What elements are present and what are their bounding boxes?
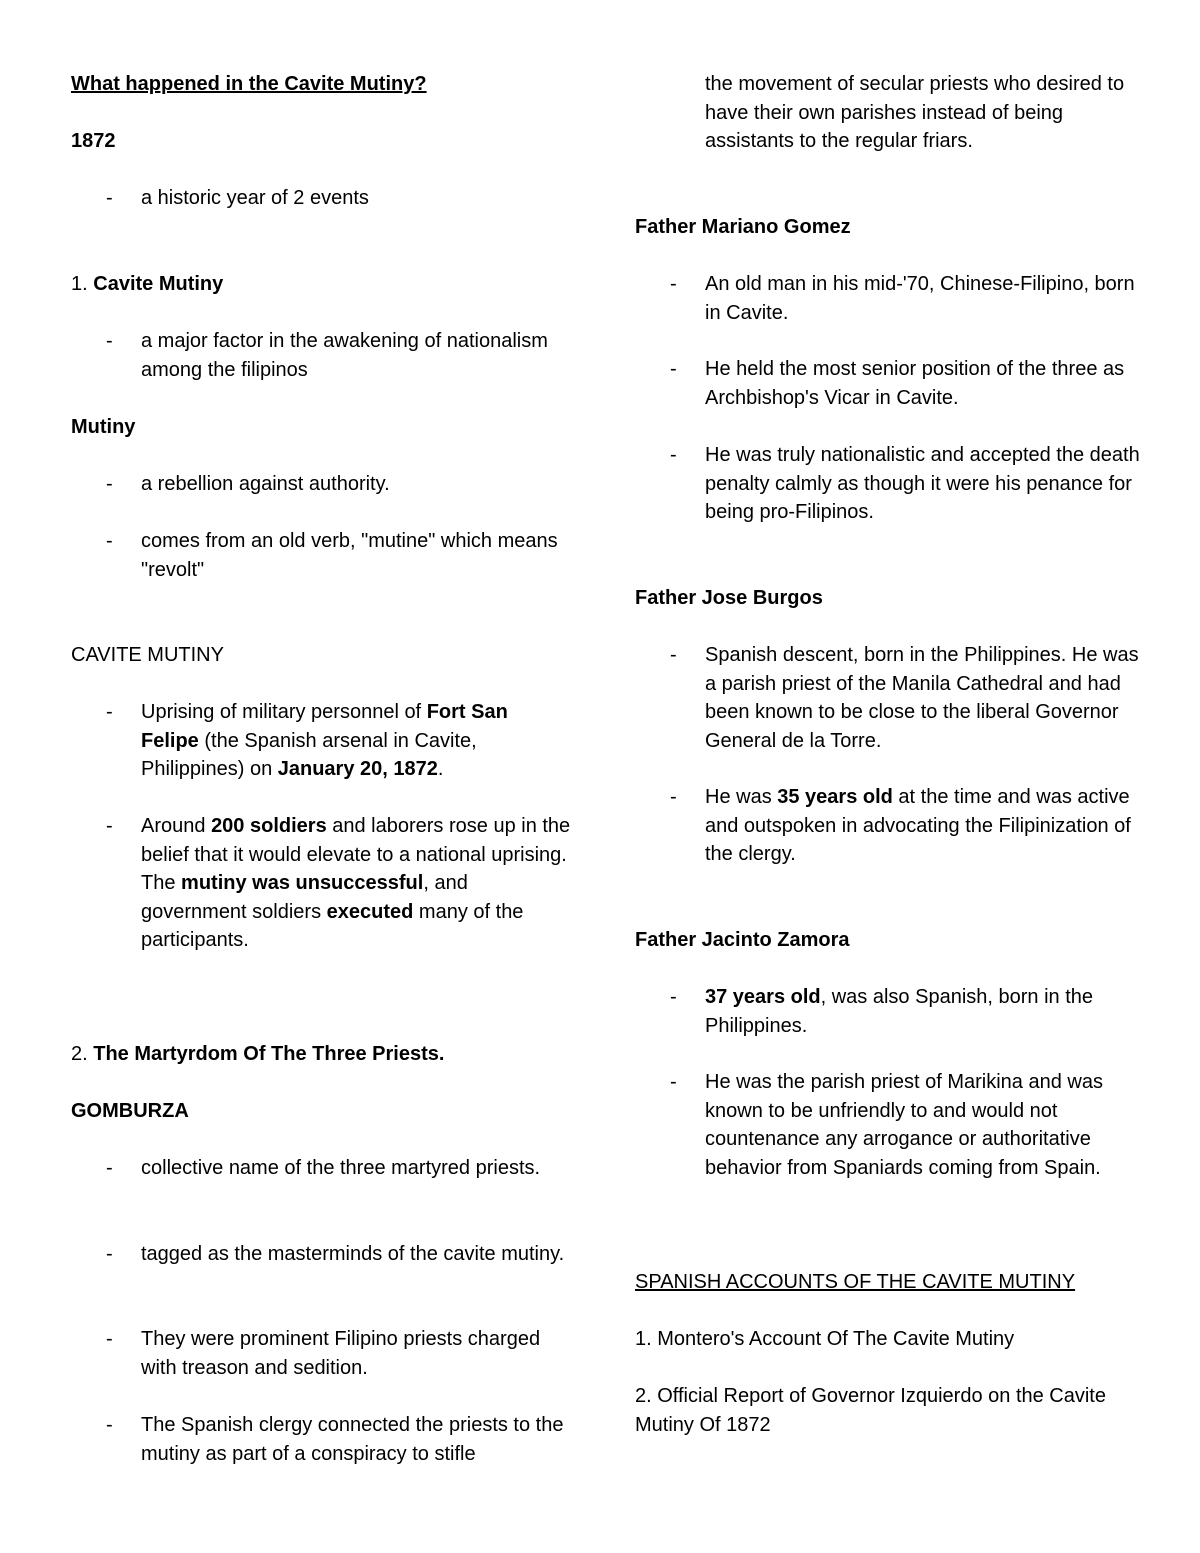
numbered-heading-2 <box>71 1040 571 1069</box>
bullet-item: - 37 years old, was also Spanish, born in the Philippines. <box>635 983 1145 1040</box>
numbered-list-item: 2. Official Report of Governor Izquierdo on the Cavite Mutiny Of 1872 <box>635 1385 1106 1436</box>
continued-paragraph: the movement of secular priests who desired to have their own parishes instead of being assistants to the regular friars. <box>705 73 1125 153</box>
bullet-item: - He was 35 years old at the time and was active and outspoken in advocating the Filipinization of the clergy. <box>635 783 1145 869</box>
item-title: The Martyrdom Of The Three Priests. <box>93 1043 445 1065</box>
zamora-heading: Father Jacinto Zamora <box>635 929 850 951</box>
bullet-item: - comes from an old verb, "mutine" which means "revolt" <box>71 527 571 584</box>
bullet-item: - An old man in his mid-'70, Chinese-Filipino, born in Cavite. <box>635 270 1145 327</box>
bullet-item: - They were prominent Filipino priests charged with treason and sedition. <box>71 1325 571 1382</box>
numbered-heading-1 <box>71 270 571 299</box>
item-number: 1. <box>71 273 94 295</box>
bullet-item: - collective name of the three martyred priests. <box>71 1154 571 1183</box>
spanish-accounts-heading: SPANISH ACCOUNTS OF THE CAVITE MUTINY <box>635 1271 1076 1293</box>
item-number: 2. <box>71 1043 94 1065</box>
document-title: What happened in the Cavite Mutiny? <box>71 73 427 95</box>
mutiny-heading: Mutiny <box>71 416 136 438</box>
bullet-item: - He was the parish priest of Marikina and was known to be unfriendly to and would not countenance any arrogance or authoritative behavior from Spaniards coming from Spain. <box>635 1068 1145 1182</box>
bullet-item: - The Spanish clergy connected the priests to the mutiny as part of a conspiracy to stifle <box>71 1411 571 1468</box>
bullet-item: - tagged as the masterminds of the cavite mutiny. <box>71 1240 571 1269</box>
gomburza-heading: GOMBURZA <box>71 1100 189 1122</box>
item-title: Cavite Mutiny <box>93 273 224 295</box>
year-heading: 1872 <box>71 130 116 152</box>
bullet-item: - a major factor in the awakening of nationalism among the filipinos <box>71 327 571 384</box>
bullet-item: - He held the most senior position of the three as Archbishop's Vicar in Cavite. <box>635 355 1145 412</box>
bullet-item: - a rebellion against authority. <box>71 470 571 499</box>
gomez-heading: Father Mariano Gomez <box>635 216 851 238</box>
numbered-list-item: 1. Montero's Account Of The Cavite Mutiny <box>635 1328 1015 1350</box>
bullet-item: - a historic year of 2 events <box>71 184 571 213</box>
burgos-heading: Father Jose Burgos <box>635 587 823 609</box>
bullet-item: - Uprising of military personnel of Fort San Felipe (the Spanish arsenal in Cavite, Philippines) on January 20, 1872. <box>71 698 571 784</box>
bullet-item: - He was truly nationalistic and accepted the death penalty calmly as though it were his penance for being pro-Filipinos. <box>635 441 1145 527</box>
bullet-item: - Spanish descent, born in the Philippines. He was a parish priest of the Manila Cathedral and had been known to be close to the liberal Governor General de la Torre. <box>635 641 1145 755</box>
bullet-item: - Around 200 soldiers and laborers rose up in the belief that it would elevate to a national uprising. The mutiny was unsuccessful, and government soldiers executed many of the participants. <box>71 812 571 955</box>
cavite-mutiny-heading: CAVITE MUTINY <box>71 644 224 666</box>
